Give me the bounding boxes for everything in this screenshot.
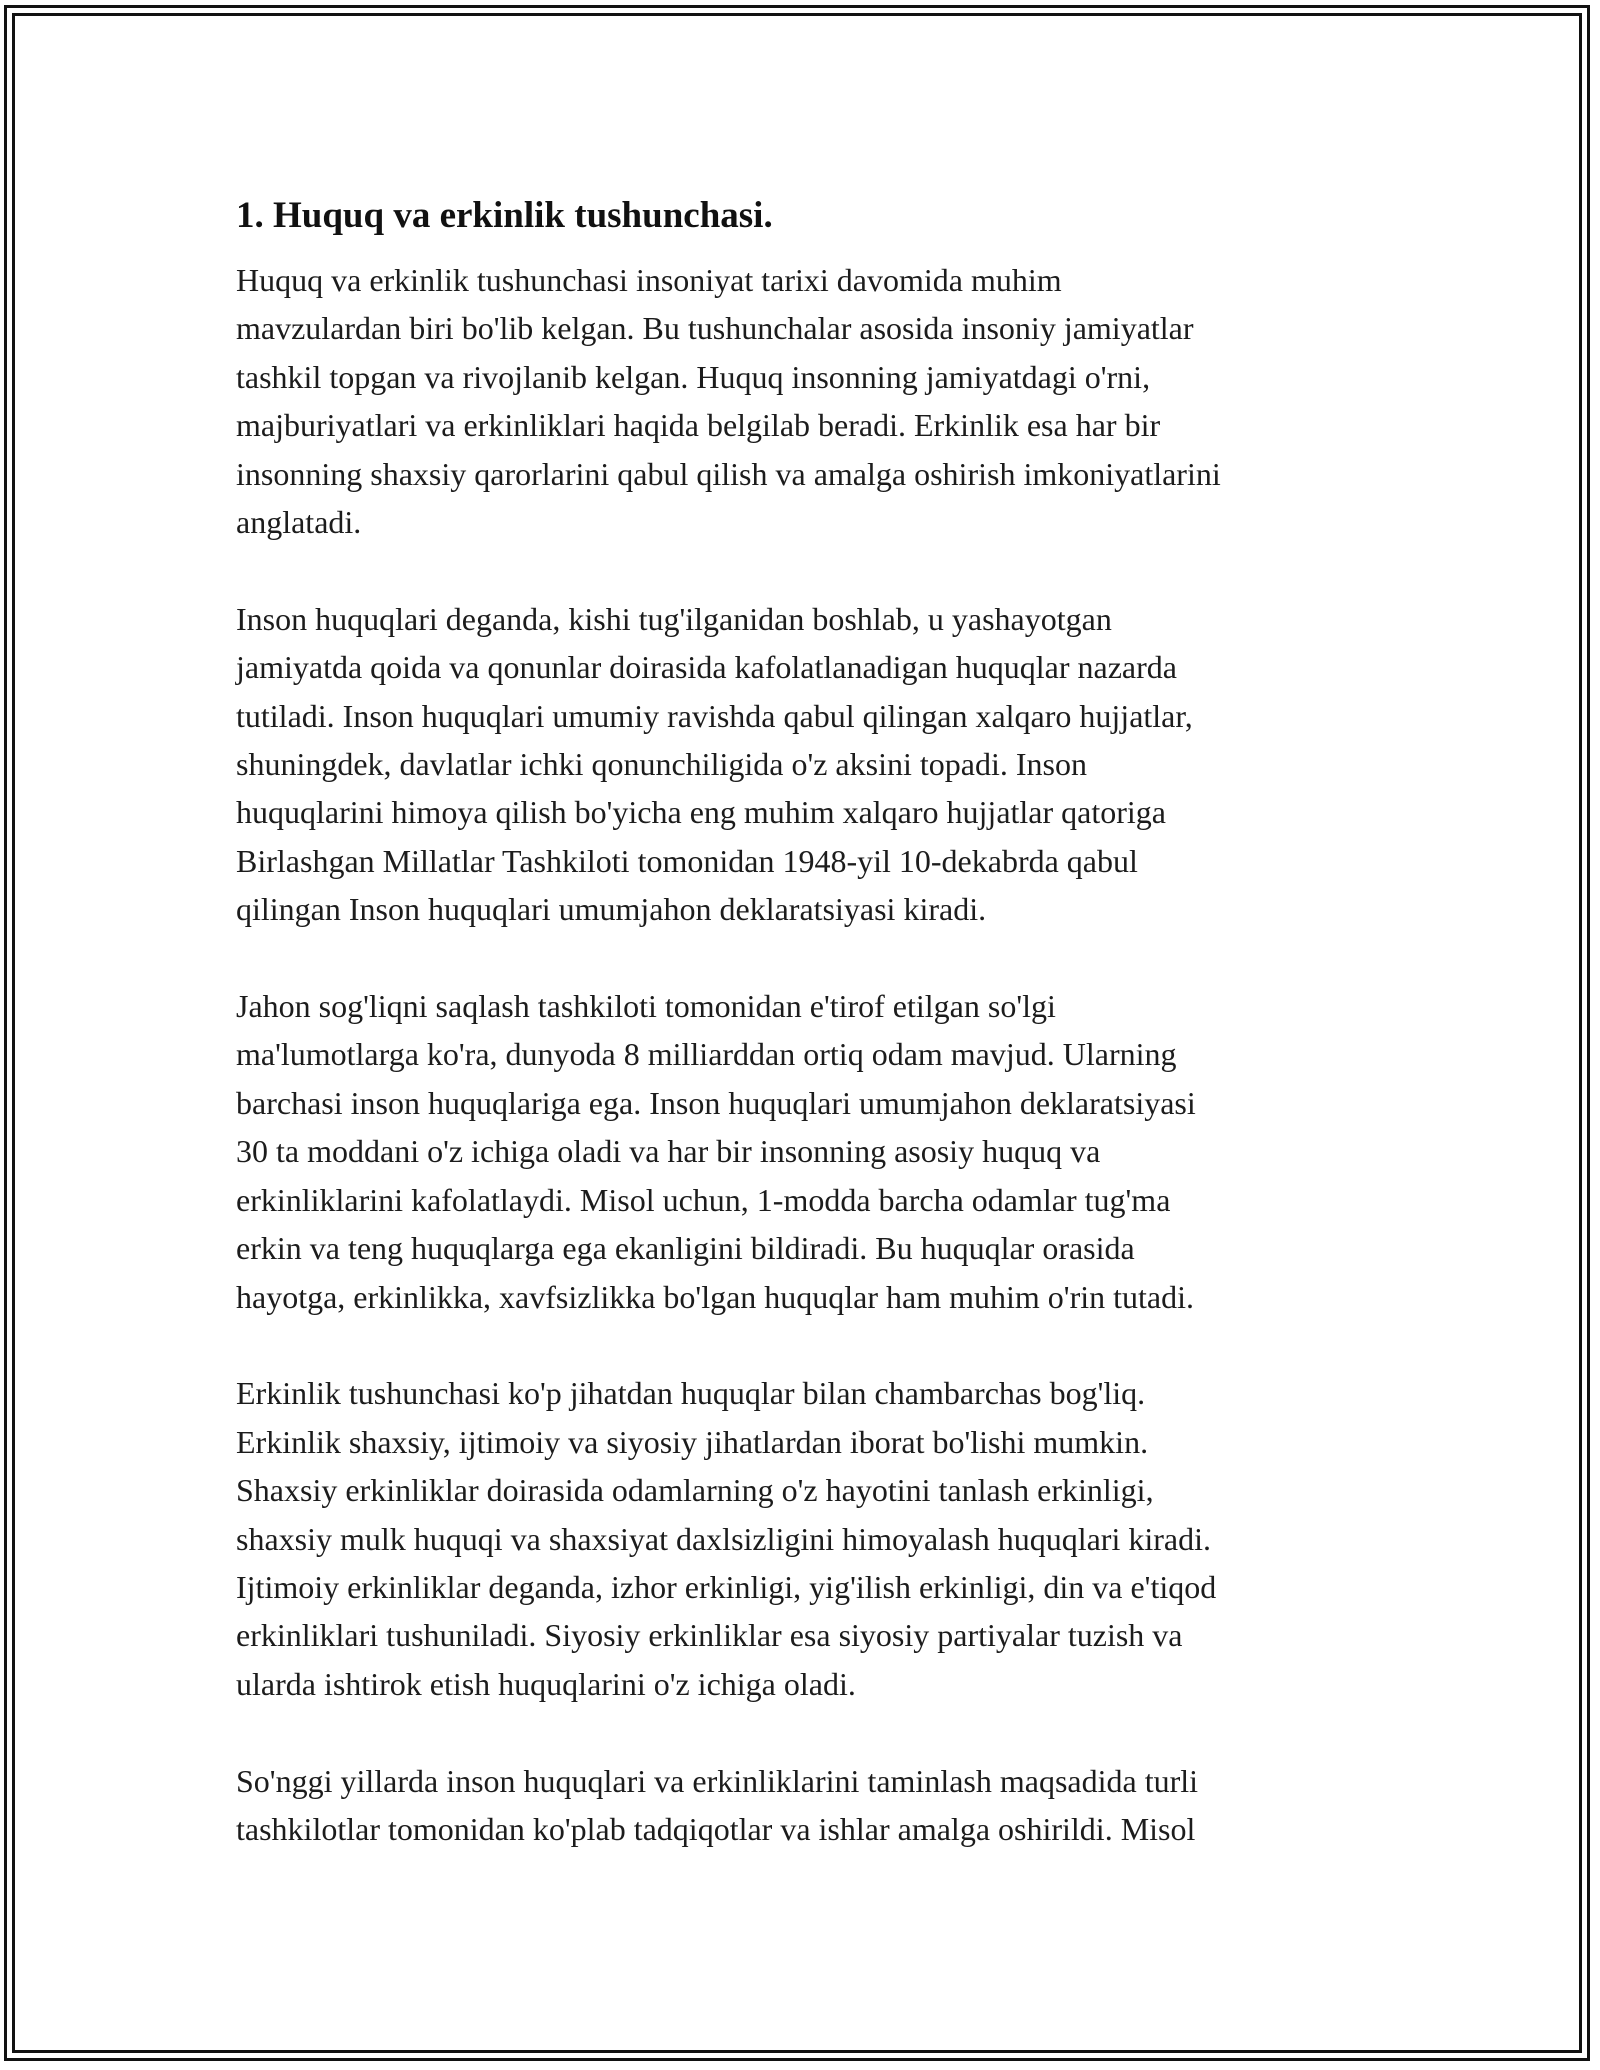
text-line: insonning shaxsiy qarorlarini qabul qilish va amalga oshirish imkoniyatlarini — [236, 455, 1221, 492]
text-line: huquqlarini himoya qilish bo'yicha eng muhim xalqaro hujjatlar qatoriga — [236, 794, 1166, 831]
text-line: tashkilotlar tomonidan ko'plab tadqiqotlar va ishlar amalga oshirildi. Misol — [236, 1810, 1196, 1847]
paragraph-4 — [236, 1369, 1376, 1708]
section-heading: 1. Huquq va erkinlik tushunchasi. — [236, 195, 773, 236]
text-line: Erkinlik tushunchasi ko'p jihatdan huquqlar bilan chambarchas bog'liq. — [236, 1375, 1146, 1412]
paragraph-5 — [236, 1757, 1376, 1854]
text-line: mavzulardan biri bo'lib kelgan. Bu tushunchalar asosida insoniy jamiyatlar — [236, 310, 1194, 347]
text-line: shuningdek, davlatlar ichki qonunchiligida o'z aksini topadi. Inson — [236, 746, 1087, 783]
paragraph-1 — [236, 256, 1376, 546]
text-line: Huquq va erkinlik tushunchasi insoniyat tarixi davomida muhim — [236, 262, 1062, 298]
text-line: barchasi inson huquqlariga ega. Inson huquqlari umumjahon deklaratsiyasi — [236, 1084, 1196, 1121]
text-line: ma'lumotlarga ko'ra, dunyoda 8 milliarddan ortiq odam mavjud. Ularning — [236, 1036, 1177, 1073]
text-line: erkin va teng huquqlarga ega ekanligini bildiradi. Bu huquqlar orasida — [236, 1230, 1135, 1267]
text-line: erkinliklarini kafolatlaydi. Misol uchun, 1-modda barcha odamlar tug'ma — [236, 1181, 1171, 1218]
text-line: Inson huquqlari deganda, kishi tug'ilganidan boshlab, u yashayotgan — [236, 600, 1112, 637]
text-line: tashkil topgan va rivojlanib kelgan. Huquq insonning jamiyatdagi o'rni, — [236, 358, 1151, 395]
text-line: Jahon sog'liqni saqlash tashkiloti tomonidan e'tirof etilgan so'lgi — [236, 988, 1056, 1025]
text-line: qilingan Inson huquqlari umumjahon deklaratsiyasi kiradi. — [236, 891, 987, 928]
text-line: Shaxsiy erkinliklar doirasida odamlarning o'z hayotini tanlash erkinligi, — [236, 1472, 1154, 1509]
text-line: majburiyatlari va erkinliklari haqida belgilab beradi. Erkinlik esa har bir — [236, 407, 1161, 444]
text-line: So'nggi yillarda inson huquqlari va erkinliklarini taminlash maqsadida turli — [236, 1762, 1199, 1799]
text-line: 30 ta moddani o'z ichiga oladi va har bir insonning asosiy huquq va — [236, 1133, 1101, 1170]
text-line: shaxsiy mulk huquqi va shaxsiyat daxlsizligini himoyalash huquqlari kiradi. — [236, 1520, 1211, 1557]
text-line: tutiladi. Inson huquqlari umumiy ravishda qabul qilingan xalqaro hujjatlar, — [236, 697, 1193, 734]
text-line: Erkinlik shaxsiy, ijtimoiy va siyosiy jihatlardan iborat bo'lishi mumkin. — [236, 1423, 1149, 1460]
text-line: Birlashgan Millatlar Tashkiloti tomonidan 1948-yil 10-dekabrda qabul — [236, 842, 1138, 879]
paragraph-2 — [236, 595, 1376, 934]
text-line: jamiyatda qoida va qonunlar doirasida kafolatlanadigan huquqlar nazarda — [236, 649, 1177, 686]
paragraph-3 — [236, 982, 1376, 1321]
text-line: erkinliklari tushuniladi. Siyosiy erkinliklar esa siyosiy partiyalar tuzish va — [236, 1617, 1183, 1654]
text-line: Ijtimoiy erkinliklar deganda, izhor erkinligi, yig'ilish erkinligi, din va e'tiqod — [236, 1568, 1217, 1605]
text-line: ularda ishtirok etish huquqlarini o'z ichiga oladi. — [236, 1665, 856, 1702]
document-body — [236, 188, 1376, 1902]
text-line: hayotga, erkinlikka, xavfsizlikka bo'lgan huquqlar ham muhim o'rin tutadi. — [236, 1278, 1194, 1315]
text-line: anglatadi. — [236, 504, 362, 541]
